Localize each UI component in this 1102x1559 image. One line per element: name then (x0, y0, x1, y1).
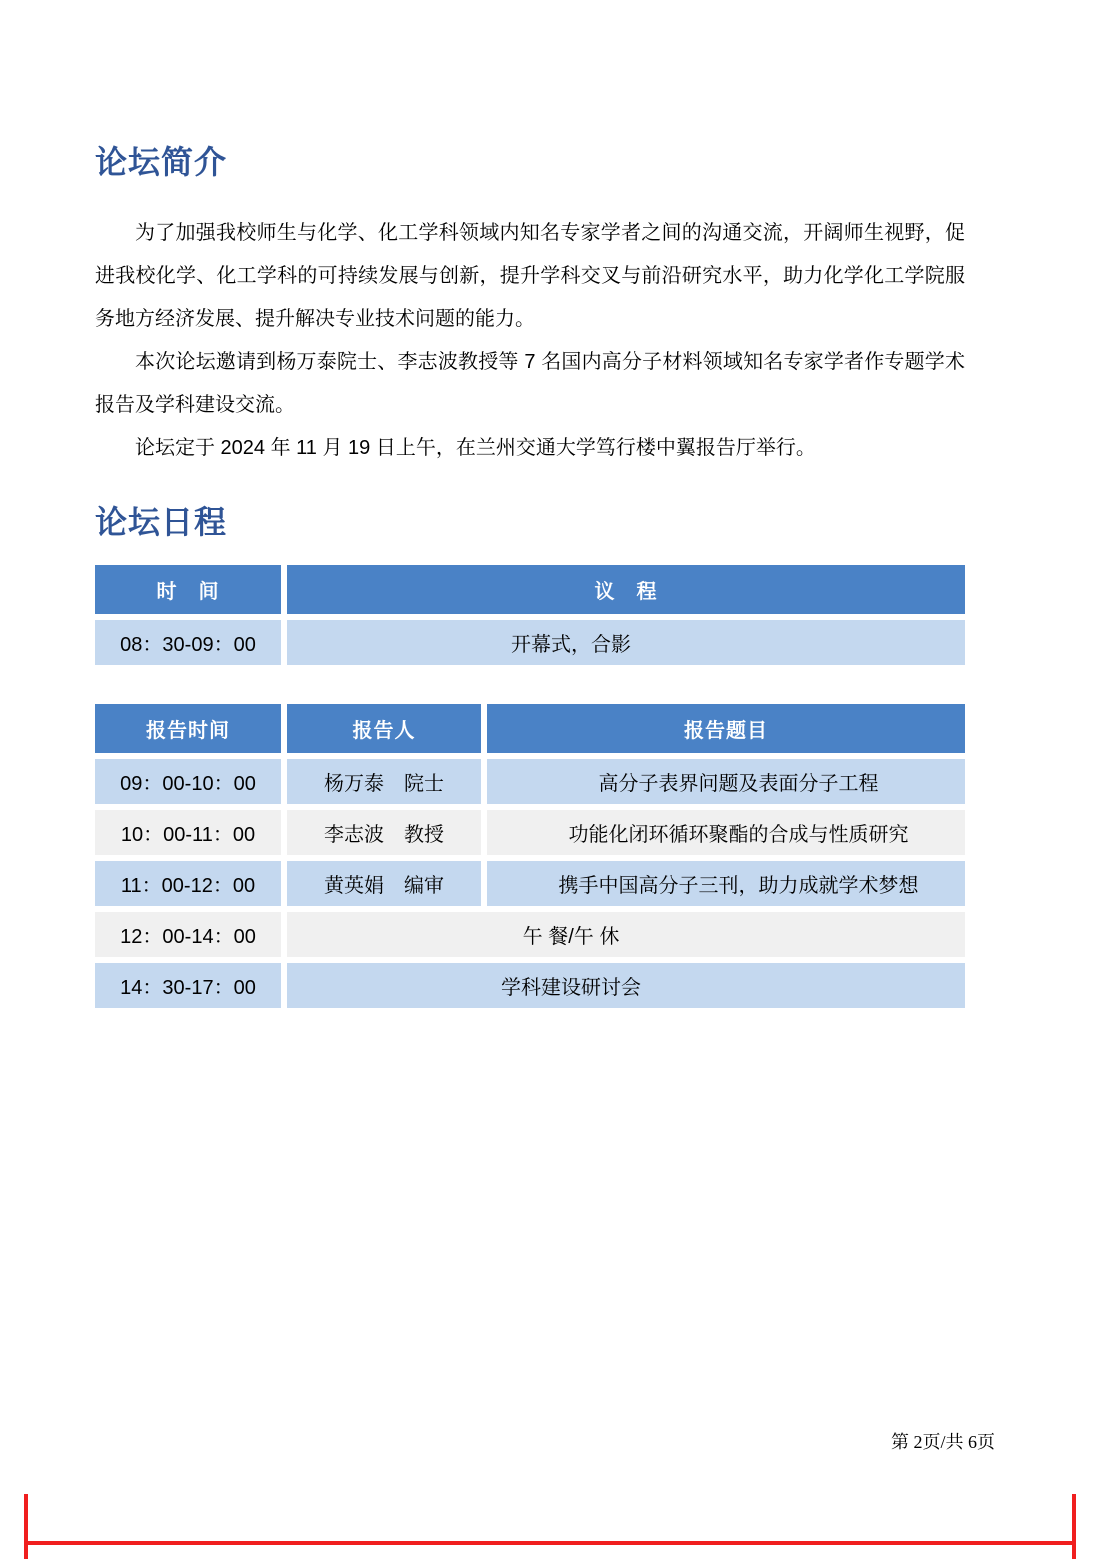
lunch-cell: 午 餐/午 休 (284, 909, 968, 960)
agenda-header-row (92, 562, 968, 617)
agenda-time-cell: 08：30-09：00 (92, 617, 284, 668)
agenda-header-program: 议 程 (284, 562, 968, 617)
agenda-header-time: 时 间 (92, 562, 284, 617)
schedule-heading: 论坛日程 (95, 504, 228, 540)
page-number-footer: 第 2页/共 6页 (890, 1432, 995, 1452)
talk-title: 功能化闭环循环聚酯的合成与性质研究 (484, 807, 968, 858)
seminar-cell: 学科建设研讨会 (284, 960, 968, 1011)
talk-row-1 (92, 756, 968, 807)
talk-row-3 (92, 858, 968, 909)
talks-header-row (92, 701, 968, 756)
talk-title: 携手中国高分子三刊，助力成就学术梦想 (484, 858, 968, 909)
talks-header-title: 报告题目 (484, 701, 968, 756)
agenda-row (92, 617, 968, 668)
talks-header-time: 报告时间 (92, 701, 284, 756)
talk-time: 11：00-12：00 (92, 858, 284, 909)
page-border-red-left (24, 1494, 28, 1559)
agenda-table (92, 562, 968, 668)
talk-row-2 (92, 807, 968, 858)
page-content (95, 142, 965, 1011)
agenda-program-cell: 开幕式，合影 (284, 617, 968, 668)
talk-time: 09：00-10：00 (92, 756, 284, 807)
seminar-row (92, 960, 968, 1011)
page-border-red-bottom (24, 1541, 1076, 1545)
talk-speaker: 李志波 教授 (284, 807, 484, 858)
page-border-red-right (1072, 1494, 1076, 1559)
lunch-row (92, 909, 968, 960)
intro-paragraph-1: 为了加强我校师生与化学、化工学科领域内知名专家学者之间的沟通交流，开阔师生视野，促进我校化学、化工学科的可持续发展与创新，提升学科交叉与前沿研究水平，助力化学化工学院服务地方经济发展、提升解决专业技术问题的能力。 (95, 222, 965, 330)
talks-header-speaker: 报告人 (284, 701, 484, 756)
talk-time: 10：00-11：00 (92, 807, 284, 858)
talk-speaker: 杨万泰 院士 (284, 756, 484, 807)
intro-paragraph-2: 本次论坛邀请到杨万泰院士、李志波教授等 7 名国内高分子材料领域知名专家学者作专题学术报告及学科建设交流。 (95, 351, 965, 416)
talk-time: 14：30-17：00 (92, 960, 284, 1011)
intro-paragraph-3: 论坛定于 2024 年 11 月 19 日上午，在兰州交通大学笃行楼中翼报告厅举行。 (135, 437, 816, 459)
talk-speaker: 黄英娟 编审 (284, 858, 484, 909)
talk-title: 高分子表界问题及表面分子工程 (484, 756, 968, 807)
intro-heading: 论坛简介 (95, 144, 228, 180)
talks-table (92, 701, 968, 1011)
talk-time: 12：00-14：00 (92, 909, 284, 960)
